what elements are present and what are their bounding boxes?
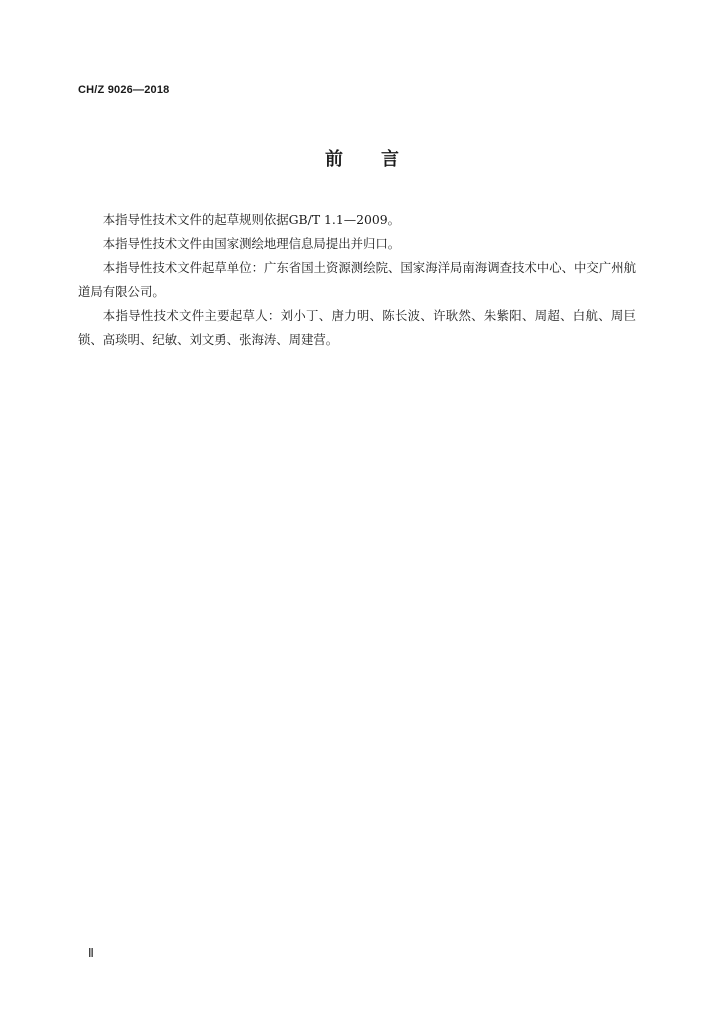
title-char-2: 言	[381, 149, 399, 170]
paragraph-drafting-rules: 本指导性技术文件的起草规则依据GB/T 1.1—2009。	[102, 212, 401, 227]
document-body	[78, 208, 636, 352]
page-title	[0, 145, 724, 171]
page-number: Ⅱ	[88, 946, 94, 960]
standard-code: CH/Z 9026—2018	[78, 84, 170, 96]
title-char-1: 前	[325, 149, 343, 170]
paragraph-drafting-units: 本指导性技术文件起草单位：广东省国土资源测绘院、国家海洋局南海调查技术中心、中交广州航道局有限公司。	[78, 260, 636, 299]
paragraph-drafters: 本指导性技术文件主要起草人：刘小丁、唐力明、陈长波、许耿然、朱紫阳、周超、白航、周巨锁、高琰明、纪敏、刘文勇、张海涛、周建营。	[78, 308, 636, 347]
paragraph-proposer: 本指导性技术文件由国家测绘地理信息局提出并归口。	[102, 236, 401, 251]
